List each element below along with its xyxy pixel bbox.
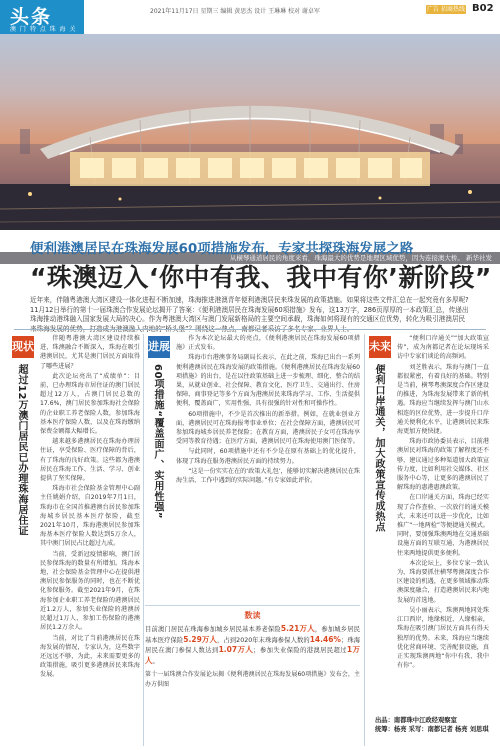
col2-header xyxy=(148,336,170,358)
paragraph: 与此同时，60项措施中还有不少是在原有基础上的优化提升，体现了珠海在服务港澳居民方面的持续努力。 xyxy=(176,448,360,465)
ad-badge: 广告 招商热线 xyxy=(427,6,465,13)
paragraph: “这是一份实实在在的‘政策大礼包’，能够切实解决港澳居民在珠海生活、工作中遇到的实际问题。”有专家如此评价。 xyxy=(176,467,360,485)
section-name: 头条 xyxy=(10,6,53,28)
data-box-title: 数读 xyxy=(244,611,261,620)
data-box-text: 目前澳门居民在珠海参加城乡居民基本养老保险5.21万人，参加城乡居民基本医疗保险5.29万人，占到2020年末珠海参保人数的14.46%；珠海居民在澳门参保人数达到1.07万人；参加失业保险的港澳居民超过1万人。 xyxy=(145,624,361,665)
border-port-illustration xyxy=(0,34,500,230)
paragraph: 60项措施中，不少是首次推出的新举措。例如，在就业创业方面，港澳居民可在珠海报考事业单位；在社会保障方面，港澳居民可参加珠海城乡居民养老保险；在教育方面，港澳居民子女可在珠海享受同等教育待遇；在医疗方面，港澳居民可在珠海使用澳门医保等。 xyxy=(176,410,360,446)
col3-body xyxy=(397,334,489,712)
column-divider xyxy=(143,334,144,746)
paragraph: 越来越多港澳居民在珠海办理居住证，享受保险、医疗保障的背后，有了珠海的良好政策。这些都为港澳居民在珠海工作、生活、学习、创业提供了坚实保障。 xyxy=(40,438,140,483)
col1-body xyxy=(40,334,140,746)
paragraph: 吴小丽表示，珠澳两地同处珠江口西岸，地缘相近、人缘相亲，珠海在吸引澳门居民方面具有得天独厚的优势。未来，珠海应当继续优化营商环境、完善配套设施，真正实现珠澳两地“你中有我、我中有你”。 xyxy=(397,606,489,670)
paragraph: 本次论坛上，多位专家一致认为，珠海要抓住横琴粤澳深度合作区建设的机遇，在更多领域推动珠澳深度融合，打造港澳居民来内地发展的首选地。 xyxy=(397,559,489,604)
section-slogan: 澳 门 特 点 珠 海 关 xyxy=(10,26,77,33)
col3-header xyxy=(369,336,391,358)
section-brand xyxy=(0,0,84,34)
col3-title: 便利口岸通关，加大政策宣传成热点 xyxy=(373,364,384,532)
col1-header xyxy=(12,336,34,358)
col2-title: 60项措施“覆盖面广、实用性强” xyxy=(152,364,163,520)
byline xyxy=(375,716,489,734)
paragraph: “便利口岸通关”“加大政策宣传”，成为南都记者在论坛现场采访中专家们谈论的高频词。 xyxy=(397,335,489,361)
byline-credits: 统筹：杨亮 采写：南都记者 杨亮 刘思琪 xyxy=(375,726,489,733)
paragraph: 珠海市台港澳事务局副局长表示，在此之前，珠海已出台一系列便利港澳居民在珠海发展的政策措施。《便利港澳居民在珠海发展60项措施》的出台，是在以往政策基础上进一步梳理、细化、整合的结果，从就业创业、社会保障、教育文化、医疗卫生、交通出行、住房保障、商事登记等多个方面为港澳居民来珠海学习、工作、生活提供便利，覆盖面广，实用性强，具有很强的针对性和可操作性。 xyxy=(176,354,360,408)
paragraph: 作为本次论坛最大的亮点，《便利港澳居民在珠海发展60项措施》正式发布。 xyxy=(176,335,360,352)
paragraph: 在口岸通关方面，珠海已经实现了合作查验、一次放行的通关模式，未来还可以进一步优化，比如推广“一地两检”等便捷通关模式。同时，要加强珠澳两地在交通基础设施方面的互联互通，为港澳居民往来两地提供更多便利。 xyxy=(397,494,489,557)
paragraph: 刘芝胜表示，珠海与澳门一直都很紧密，有着良好的基础。特别是当前，横琴粤澳深度合作区建设的推进，为珠海发展带来了新的机遇。珠海应当继续发挥与澳门山水相连的区位优势，进一步提升口岸通关便利化水平，让港澳居民来珠海更加方便快捷。 xyxy=(397,363,489,436)
col2-body xyxy=(176,334,360,600)
col1-title: 超过12万澳门居民已办理珠海居住证 xyxy=(16,364,27,537)
paragraph: 此次论坛亮出了“成绩单”：目前，已办理珠海市居住证的澳门居民超过12万人，占澳门居民总数的17.6%，澳门居民参加珠海社会保险的企业职工养老保险人数，参加珠海基本医疗保险人数，以及在珠海缴纳保费金额都大幅增长。 xyxy=(40,372,140,436)
paragraph: 当前，受新冠疫情影响，澳门居民参保珠海的数量有所增加。珠海本地，社会保险基金管理中心在提供港澳居民参保服务的同时，也在不断优化参保服务。截至2021年9月，在珠海参加企业职工养老保险的港澳居民近1.2万人，参加失业保险的港澳居民超过1万人，参加工伤保险的港澳居民1.2万余人。 xyxy=(40,550,140,632)
paragraph: 珠海市政协委员表示，目前港澳居民对珠海的政策了解程度还不够，建议通过多种渠道加大政策宣传力度，比如利用社交媒体、社区服务中心等，让更多的港澳居民了解珠海的惠港惠澳政策。 xyxy=(397,438,489,492)
photo-caption: 从横琴通道居民的角度来看，珠海最大的优势是地理区域优势，因为连接澳大桥。 新华社发 xyxy=(229,254,492,262)
paragraph: 珠海市社会保险基金管理中心副主任姚娟介绍，自2019年7月1日，珠海市在全国首推港澳台居民参加珠海城乡居民基本医疗保险，截至2021年10月，珠海港澳居民参加珠海基本医疗保险人数达到5万余人，其中澳门居民占比超过九成。 xyxy=(40,485,140,548)
article-headline: “珠澳迈入‘你中有我、我中有你’新阶段” xyxy=(30,263,492,292)
paragraph: 伴随粤港澳大湾区建设持续推进，珠澳融合不断深入，珠海在吸引港澳居民，尤其是澳门居民方面取得了哪些进展？ xyxy=(40,335,140,370)
section-rule xyxy=(14,329,486,330)
page-number: B02 xyxy=(472,3,494,14)
col2-tag: 进展 xyxy=(148,336,170,358)
article-kicker: 便利港澳居民在珠海发展60项措施发布，专家共探珠海发展之路 xyxy=(30,241,414,257)
col3-tag: 未来 xyxy=(369,336,391,358)
data-box-note: 第十一届珠澳合作发展论坛揭《便利港澳居民在珠海发展60项措施》发布会，主办方供图 xyxy=(145,671,360,688)
paragraph: 当前，对比了当前港澳居民在珠海发展的情况，专家认为，这些数字还远远不够，为此，未来需要更多的政策措施，吸引更多港澳居民来珠海发展。 xyxy=(40,634,140,679)
column-divider xyxy=(364,334,365,746)
masthead xyxy=(0,0,500,34)
byline-producer: 出品：南都珠中江政经观察室 xyxy=(375,717,457,724)
article-lede: 近年来，伴随粤港澳大湾区建设一体化进程不断加速，珠海推进港澳青年便利港澳居民来珠发展的政策措施。如果将这些文件汇总在一起究竟有多厚呢?11月12日举行的第十一届珠澳合作发展论坛揭开了答案：《便利港澳居民在珠海发展60项措施》发布，这13万字，286页厚厚的一本政策汇总，传递出珠海推动港珠融入国家发展大局的决心。作为粤港澳大湾区与澳门发展新格局的主要空间承载，珠海如何将现有的交通区位优势，转化为吸引港澳居民 xyxy=(30,296,469,323)
col1-tag: 现状 xyxy=(12,336,34,358)
data-box xyxy=(145,605,360,690)
edition-meta: 2021年11月17日 星期三 编辑 黄思杰 设计 王琳琳 校对 谢卓军 xyxy=(150,8,320,15)
